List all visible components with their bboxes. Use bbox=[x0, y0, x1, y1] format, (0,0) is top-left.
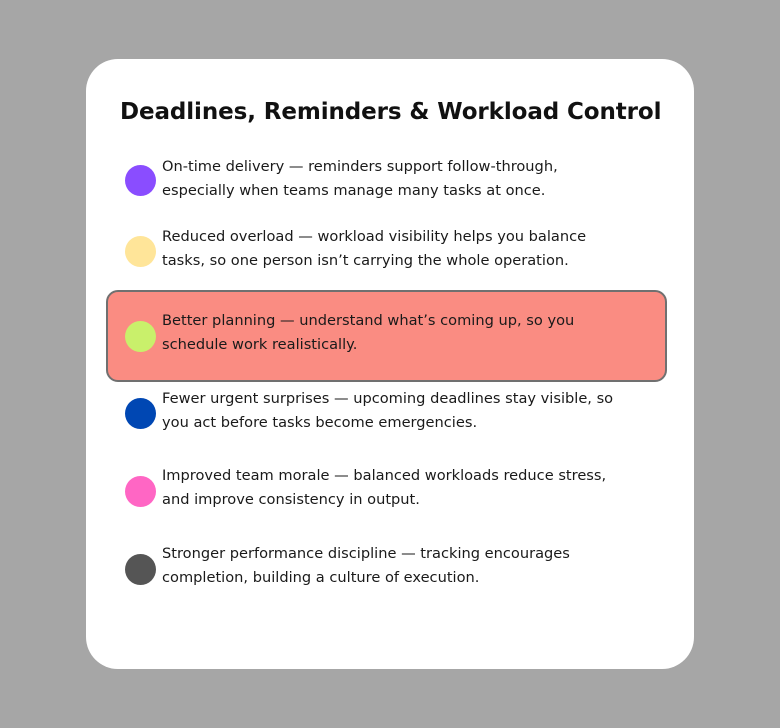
bullet-dot-icon bbox=[125, 236, 156, 267]
list-item-text: Fewer urgent surprises — upcoming deadlines stay visible, so you act before tasks become emergencies. bbox=[162, 390, 614, 431]
bullet-dot-icon bbox=[125, 165, 156, 196]
list-item-text: Improved team morale — balanced workloads reduce stress, and improve consistency in output. bbox=[162, 467, 607, 508]
bullet-dot-icon bbox=[125, 554, 156, 585]
list-item-improved-team-morale bbox=[106, 463, 667, 523]
info-card bbox=[86, 59, 694, 669]
list-item-text: Better planning — understand what’s coming up, so you schedule work realistically. bbox=[162, 312, 575, 353]
card-title: Deadlines, Reminders & Workload Control bbox=[120, 99, 662, 125]
list-item-reduced-overload bbox=[106, 221, 667, 281]
list-item-text: Reduced overload — workload visibility helps you balance tasks, so one person isn’t carrying the whole operation. bbox=[162, 228, 587, 269]
list-item-text: Stronger performance discipline — tracking encourages completion, building a culture of execution. bbox=[162, 545, 570, 586]
list-item-text: On-time delivery — reminders support follow-through, especially when teams manage many tasks at once. bbox=[162, 158, 558, 199]
list-item-fewer-urgent-surprises bbox=[106, 385, 667, 445]
list-item-on-time-delivery bbox=[106, 151, 667, 211]
bullet-dot-icon bbox=[125, 476, 156, 507]
bullet-dot-icon bbox=[125, 321, 156, 352]
list-item-stronger-performance-discipline bbox=[106, 541, 667, 601]
bullet-dot-icon bbox=[125, 398, 156, 429]
list-item-better-planning bbox=[106, 290, 667, 382]
